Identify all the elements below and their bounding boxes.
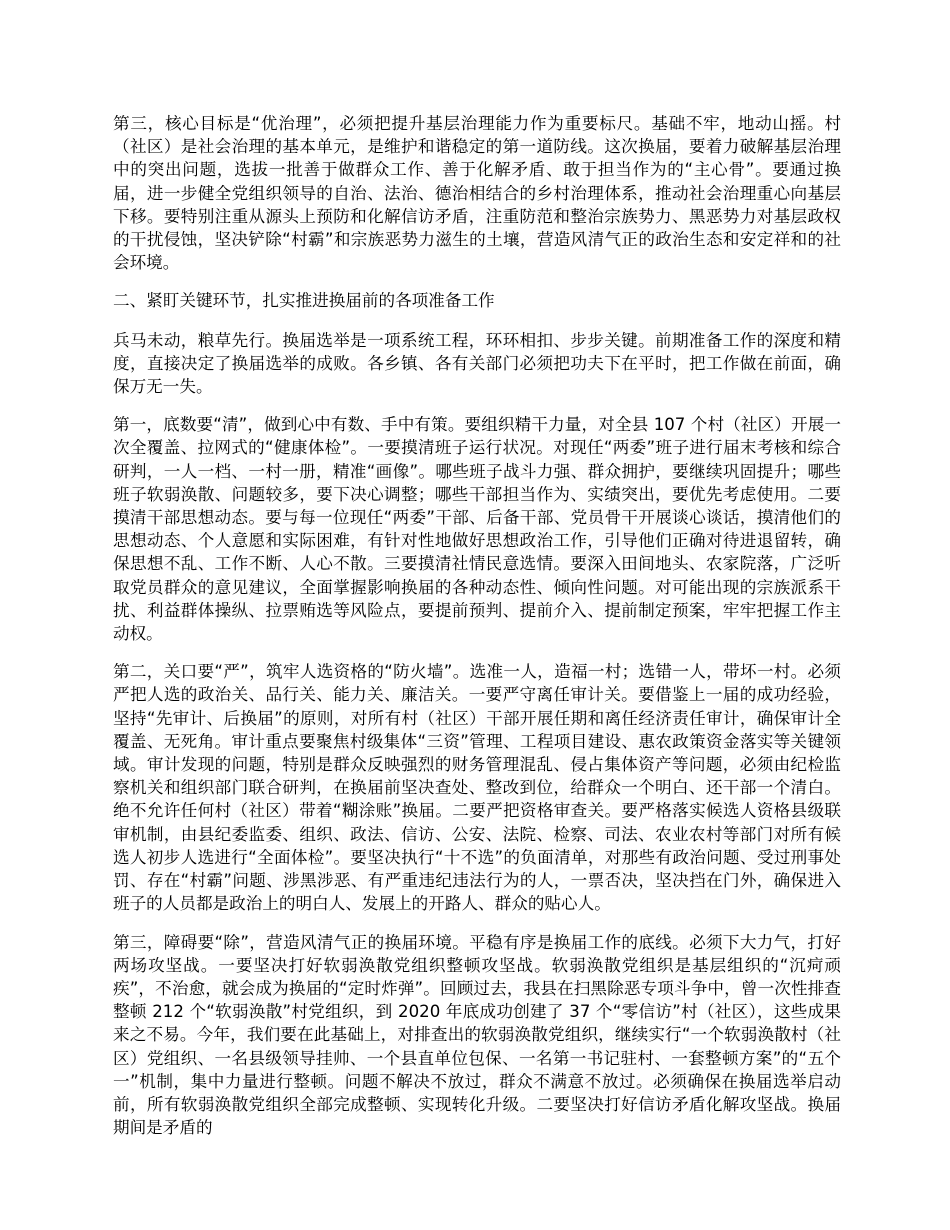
- section-heading-preparation: 二、紧盯关键环节，扎实推进换届前的各项准备工作: [113, 291, 495, 311]
- paragraph-third-remove-obstacles: 第三，障碍要“除”，营造风清气正的换届环境。平稳有序是换届工作的底线。必须下大力气，打好两场攻坚战。一要坚决打好软弱涣散党组织整顿攻坚战。软弱涣散党组织是基层组织的“沉疴顽疾”，不治愈，就会成为换届的“定时炸弹”。回顾过去，我县在扫黑除恶专项斗争中，曾一次性排查整顿 212 个“软弱涣散”村党组织，到 2020 年底成功创建了 37 个“零信访”村（社区），这些成果来之不易。今年，我们要在此基础上，对排查出的软弱涣散党组织，继续实行“一个软弱涣散村（社区）党组织、一名县级领导挂帅、一个县直单位包保、一名第一书记驻村、一套整顿方案”的“五个一”机制，集中力量进行整顿。问题不解决不放过，群众不满意不放过。必须确保在换届选举启动前，所有软弱涣散党组织全部完成整顿、实现转化升级。二要坚决打好信访矛盾化解攻坚战。换届期间是矛盾的: [113, 932, 841, 1138]
- paragraph-second-strict-gate: 第二，关口要“严”，筑牢人选资格的“防火墙”。选准一人，造福一村；选错一人，带坏一村。必须严把人选的政治关、品行关、能力关、廉洁关。一要严守离任审计关。要借鉴上一届的成功经验，坚持“先审计、后换届”的原则，对所有村（社区）干部开展任期和离任经济责任审计，确保审计全覆盖、无死角。审计重点要聚焦村级集体“三资”管理、工程项目建设、惠农政策资金落实等关键领域。审计发现的问题，特别是群众反映强烈的财务管理混乱、侵占集体资产等问题，必须由纪检监察机关和组织部门联合研判，在换届前坚决查处、整改到位，给群众一个明白、还干部一个清白。绝不允许任何村（社区）带着“糊涂账”换届。二要严把资格审查关。要严格落实候选人资格县级联审机制，由县纪委监委、组织、政法、信访、公安、法院、检察、司法、农业农村等部门对所有候选人初步人选进行“全面体检”。要坚决执行“十不选”的负面清单，对那些有政治问题、受过刑事处罚、存在“村霸”问题、涉黑涉恶、有严重违纪违法行为的人，一票否决，坚决挡在门外，确保进入班子的人员都是政治上的明白人、发展上的开路人、群众的贴心人。: [113, 662, 841, 914]
- paragraph-preparation-intro: 兵马未动，粮草先行。换届选举是一项系统工程，环环相扣、步步关键。前期准备工作的深度和精度，直接决定了换届选举的成败。各乡镇、各有关部门必须把功夫下在平时，把工作做在前面，确保万无一失。: [113, 330, 841, 397]
- paragraph-governance-goal: 第三，核心目标是“优治理”，必须把提升基层治理能力作为重要标尺。基础不牢，地动山摇。村（社区）是社会治理的基本单元，是维护和谐稳定的第一道防线。这次换届，要着力破解基层治理中的突出问题，选拔一批善于做群众工作、善于化解矛盾、敢于担当作为的“主心骨”。要通过换届，进一步健全党组织领导的自治、法治、德治相结合的乡村治理体系，推动社会治理重心向基层下移。要特别注重从源头上预防和化解信访矛盾，注重防范和整治宗族势力、黑恶势力对基层政权的干扰侵蚀，坚决铲除“村霸”和宗族恶势力滋生的土壤，营造风清气正的政治生态和安定祥和的社会环境。: [113, 114, 841, 273]
- document-body: [113, 112, 841, 1154]
- paragraph-first-clear-baseline: 第一，底数要“清”，做到心中有数、手中有策。要组织精干力量，对全县 107 个村（社区）开展一次全覆盖、拉网式的“健康体检”。一要摸清班子运行状况。对现任“两委”班子进行届末考核和综合研判，一人一档、一村一册，精准“画像”。哪些班子战斗力强、群众拥护，要继续巩固提升；哪些班子软弱涣散、问题较多，要下决心调整；哪些干部担当作为、实绩突出，要优先考虑使用。二要摸清干部思想动态。要与每一位现任“两委”干部、后备干部、党员骨干开展谈心谈话，摸清他们的思想动态、个人意愿和实际困难，有针对性地做好思想政治工作，引导他们正确对待进退留转，确保思想不乱、工作不断、人心不散。三要摸清社情民意选情。要深入田间地头、农家院落，广泛听取党员群众的意见建议，全面掌握影响换届的各种动态性、倾向性问题。对可能出现的宗族派系干扰、利益群体操纵、拉票贿选等风险点，要提前预判、提前介入、提前制定预案，牢牢把握工作主动权。: [113, 415, 841, 644]
